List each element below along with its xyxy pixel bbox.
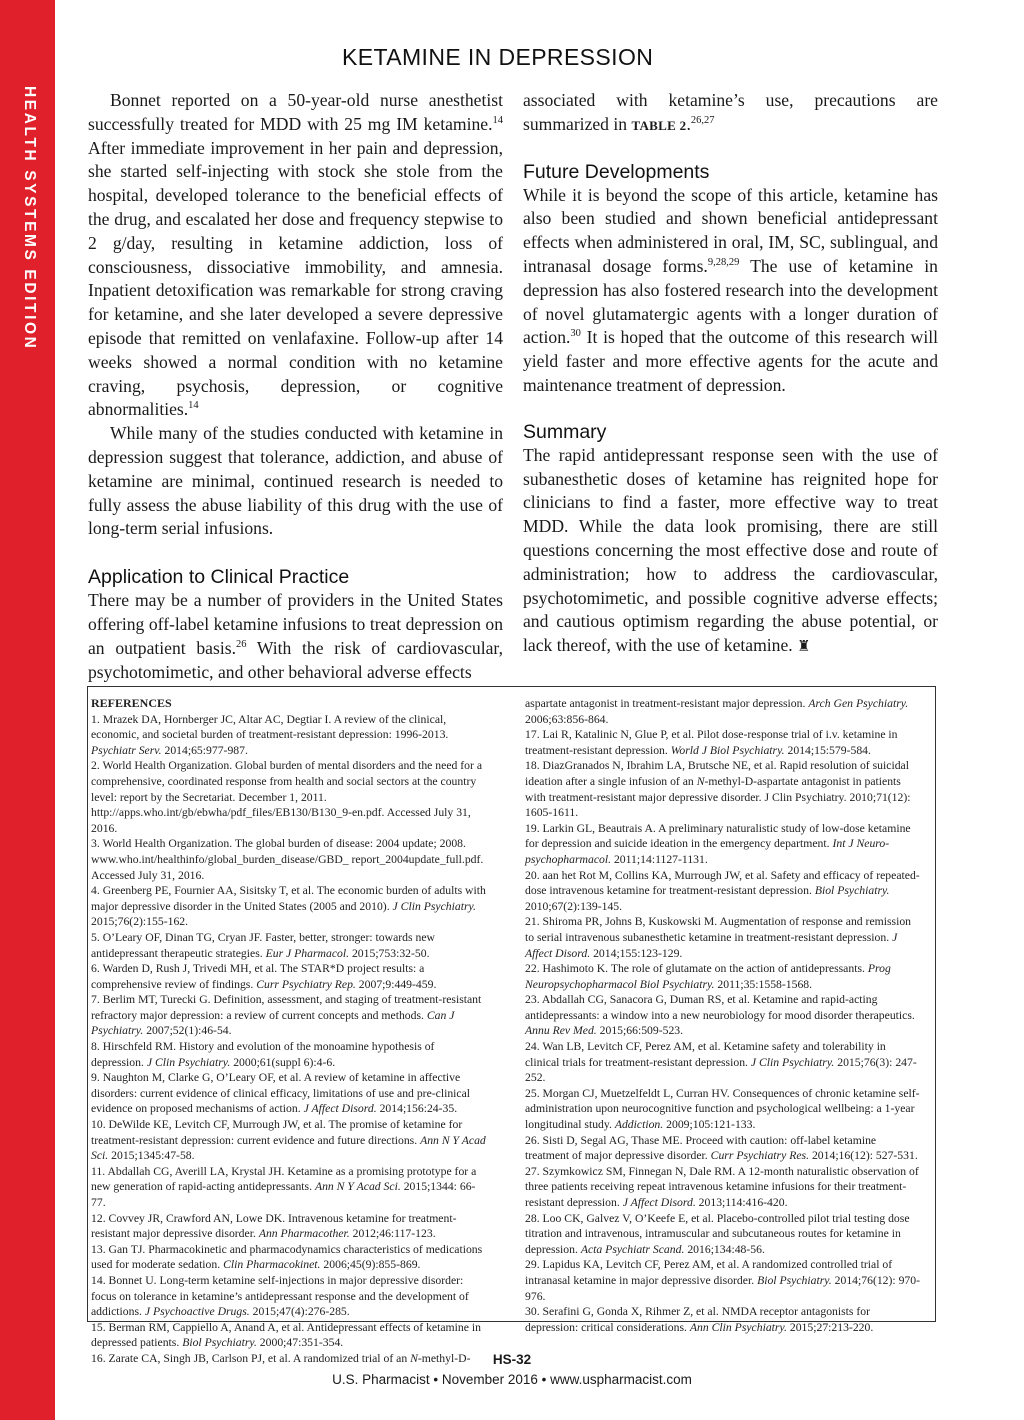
- reference-item: 13. Gan TJ. Pharmacokinetic and pharmacodynamics characteristics of medications used for moderate sedation. Clin Pharmacokinet. 2006;45(9):855-869.: [91, 1242, 483, 1272]
- reference-item: 9. Naughton M, Clarke G, O’Leary OF, et al. A review of ketamine in affective disorders: current evidence of clinical efficacy, limitations of use and pre-clinical evidence on proposed mechanisms of action. J Affect Disord. 2014;156:24-35.: [91, 1071, 471, 1116]
- reference-item: 11. Abdallah CG, Averill LA, Krystal JH. Ketamine as a promising prototype for a new generation of rapid-acting antidepressants. Ann N Y Acad Sci. 2015;1344: 66-77.: [91, 1164, 477, 1209]
- reference-item: 12. Covvey JR, Crawford AN, Lowe DK. Intravenous ketamine for treatment-resistant major depressive disorder. Ann Pharmacother. 2012;46:117-123.: [91, 1211, 457, 1241]
- reference-item: 28. Loo CK, Galvez V, O’Keefe E, et al. Placebo-controlled pilot trial testing dose titration and intravenous, intramuscular and subcutaneous routes for ketamine in depression. Acta Psychiatr Scand. 2016;134:48-56.: [525, 1211, 910, 1256]
- reference-item: 6. Warden D, Rush J, Trivedi MH, et al. The STAR*D project results: a comprehensive review of findings. Curr Psychiatry Rep. 2007;9:449-459.: [91, 962, 437, 991]
- reference-item: 25. Morgan CJ, Muetzelfeldt L, Curran HV. Consequences of chronic ketamine self-administration upon neurocognitive function and psychological wellbeing: a 1-year longitudinal study. Addiction. 2009;105:121-133.: [525, 1086, 920, 1132]
- reference-item: 10. DeWilde KE, Levitch CF, Murrough JW, et al. The promise of ketamine for treatment-resistant depression: current evidence and future directions. Ann N Y Acad Sci. 2015;1345:47-58.: [91, 1118, 486, 1163]
- reference-item: 2. World Health Organization. Global burden of mental disorders and the need for a comprehensive, coordinated response from health and social sectors at the country level: report by the Secretariat. December 1, 2011. http://apps.who.int/gb/ebwha/pdf_files/EB130/B130_9-en.pdf. Accessed July 31, 2016.: [91, 759, 483, 835]
- running-head: KETAMINE IN DEPRESSION: [342, 44, 654, 70]
- reference-item: 21. Shiroma PR, Johns B, Kuskowski M. Augmentation of response and remission to serial intravenous subanesthetic ketamine in treatment-resistant depression. J Affect Disord. 2014;155:123-129.: [525, 915, 912, 960]
- sidebar-band: [0, 0, 55, 1420]
- sidebar-label: HEALTH SYSTEMS EDITION: [21, 86, 38, 351]
- table-reference: TABLE 2: [631, 117, 687, 133]
- reference-item: 27. Szymkowicz SM, Finnegan N, Dale RM. A 12-month naturalistic observation of three patients receiving repeat intravenous ketamine infusions for their treatment-resistant depression. J Affect Disord. 2013;114:416-420.: [525, 1164, 919, 1209]
- paragraph-clinical-practice: There may be a number of providers in the United States offering off-label ketamine infusions to treat depression on an outpatient basis.$^{26}$ With the risk of cardiovascular, psychotomimetic, and other behavioral adverse effects: [88, 590, 503, 682]
- reference-item: 8. Hirschfeld RM. History and evolution of the monoamine hypothesis of depression. J Clin Psychiatry. 2000;61(suppl 6):4-6.: [91, 1040, 435, 1069]
- heading-future-developments: Future Developments: [523, 160, 710, 183]
- paragraph-precautions: associated with ketamine’s use, precautions are summarized in TABLE 2.$^{26,27}$: [523, 90, 938, 134]
- reference-item: 24. Wan LB, Levitch CF, Perez AM, et al. Ketamine safety and tolerability in clinical trials for treatment-resistant depression. J Clin Psychiatry. 2015;76(3): 247-252.: [525, 1040, 917, 1085]
- left-column: [88, 89, 503, 684]
- reference-item: 29. Lapidus KA, Levitch CF, Perez AM, et al. A randomized controlled trial of intranasal ketamine in major depressive disorder. Biol Psychiatry. 2014;76(12): 970-976.: [525, 1258, 921, 1303]
- reference-item: 15. Berman RM, Cappiello A, Anand A, et al. Antidepressant effects of ketamine in depressed patients. Biol Psychiatry. 2000;47:351-354.: [91, 1320, 481, 1350]
- heading-summary: Summary: [523, 420, 607, 443]
- reference-item: 30. Serafini G, Gonda X, Rihmer Z, et al. NMDA receptor antagonists for depression: critical considerations. Ann Clin Psychiatry. 2015;27:213-220.: [525, 1305, 874, 1334]
- reference-item: 3. World Health Organization. The global burden of disease: 2004 update; 2008. www.who.int/healthinfo/global_burden_disease/GBD_ report_2004update_full.pdf. Accessed July 31, 2016.: [91, 837, 484, 882]
- reference-item: 16. Zarate CA, Singh JB, Carlson PJ, et al. A randomized trial of an N-methyl-D-: [91, 1351, 471, 1365]
- reference-item: 4. Greenberg PE, Fournier AA, Sisitsky T, et al. The economic burden of adults with major depressive disorder in the United States (2005 and 2010). J Clin Psychiatry. 2015;76(2):155-162.: [91, 884, 486, 929]
- heading-clinical-practice: Application to Clinical Practice: [88, 566, 350, 589]
- reference-item: 26. Sisti D, Segal AG, Thase ME. Proceed with caution: off-label ketamine treatment of major depressive disorder. Curr Psychiatry Res. 2014;16(12): 527-531.: [525, 1133, 918, 1163]
- reference-item: 14. Bonnet U. Long-term ketamine self-injections in major depressive disorder: focus on tolerance in ketamine’s antidepressant response and the development of addictions. J Psychoactive Drugs. 2015;47(4):276-285.: [91, 1273, 469, 1319]
- paragraph-bonnet-case: Bonnet reported on a 50-year-old nurse anesthetist successfully treated for MDD with 25 mg IM ketamine.$^{14}$ After immediate improvement in her pain and depression, she started self-injecting with stock she stole from the hospital, developed tolerance to the beneficial effects of the drug, and escalated her dose and frequency stepwise to 2 g/day, resulting in ketamine addiction, loss of consciousness, dissociative immobility, and amnesia. Inpatient detoxification was remarkable for strong craving for ketamine, and she later developed a severe depressive episode that remitted on venlafaxine. Follow-up after 14 weeks showed a normal condition with no ketamine craving, psychosis, depression, or cognitive abnormalities.$^{14}$: [88, 90, 503, 420]
- paragraph-summary: The rapid antidepressant response seen with the use of subanesthetic doses of ketamine has reignited hope for clinicians to find a faster, more effective way to treat MDD. While the data look promising, there are still questions concerning the most effective dose and route of administration; how to address the cardiovascular, psychotomimetic, and possible cognitive adverse effects; and cautious optimism regarding the abuse potential, or lack thereof, with the use of ketamine. ♜: [523, 444, 938, 656]
- right-column: [523, 89, 938, 660]
- reference-item: 7. Berlim MT, Turecki G. Definition, assessment, and staging of treatment-resistant refractory major depression: a review of current concepts and methods. Can J Psychiatry. 2007;52(1):46-54.: [91, 993, 482, 1038]
- references-right-column: [525, 696, 920, 1335]
- page-number: HS-32: [492, 1352, 532, 1367]
- paragraph-abuse-liability: While many of the studies conducted with ketamine in depression suggest that tolerance, addiction, and abuse of ketamine are minimal, continued research is needed to fully assess the abuse liability of this drug with the use of long-term serial infusions.: [88, 423, 503, 539]
- reference-item: 22. Hashimoto K. The role of glutamate on the action of antidepressants. Prog Neuropsychopharmacol Biol Psychiatry. 2011;35:1558-1568.: [525, 962, 891, 991]
- reference-item: 19. Larkin GL, Beautrais A. A preliminary naturalistic study of low-dose ketamine for depression and suicide ideation in the emergency department. Int J Neuro-psychopharmacol. 2011;14:1127-1131.: [525, 821, 911, 866]
- end-mark-icon: ♜: [797, 639, 811, 656]
- reference-item: 18. DiazGranados N, Ibrahim LA, Brutsche NE, et al. Rapid resolution of suicidal ideation after a single infusion of an N-methyl-D-aspartate antagonist in patients with treatment-resistant major depressive disorder. J Clin Psychiatry. 2010;71(12): 1605-1611.: [525, 759, 911, 820]
- reference-item: 23. Abdallah CG, Sanacora G, Duman RS, et al. Ketamine and rapid-acting antidepressants: a window into a new neurobiology for mood disorder therapeutics. Annu Rev Med. 2015;66:509-523.: [525, 993, 915, 1038]
- reference-item: 5. O’Leary OF, Dinan TG, Cryan JF. Faster, better, stronger: towards new antidepressant therapeutic strategies. Eur J Pharmacol. 2015;753:32-50.: [91, 930, 435, 960]
- reference-item: 1. Mrazek DA, Hornberger JC, Altar AC, Degtiar I. A review of the clinical, economic, and societal burden of treatment-resistant depression: 1996-2013. Psychiatr Serv. 2014;65:977-987.: [91, 712, 449, 757]
- references-left-column: [91, 696, 486, 1367]
- reference-item: aspartate antagonist in treatment-resistant major depression. Arch Gen Psychiatry. 2006;63:856-864.: [525, 697, 909, 726]
- reference-item: 17. Lai R, Katalinic N, Glue P, et al. Pilot dose-response trial of i.v. ketamine in treatment-resistant depression. World J Biol Psychiatry. 2014;15:579-584.: [525, 728, 898, 757]
- paragraph-future-developments: While it is beyond the scope of this article, ketamine has also been studied and shown beneficial antidepressant effects when administered in oral, IM, SC, sublingual, and intranasal dosage forms.$^{9,28,29}$ The use of ketamine in depression has also fostered research into the development of novel glutamatergic agents with a longer duration of action.$^{30}$ It is hoped that the outcome of this research will yield faster and more effective agents for the acute and maintenance treatment of depression.: [523, 184, 938, 395]
- publication-line: U.S. Pharmacist • November 2016 • www.uspharmacist.com: [332, 1372, 692, 1387]
- reference-item: 20. aan het Rot M, Collins KA, Murrough JW, et al. Safety and efficacy of repeated-dose intravenous ketamine for treatment-resistant depression. Biol Psychiatry. 2010;67(2):139-145.: [525, 868, 920, 913]
- references-heading: REFERENCES: [91, 696, 172, 710]
